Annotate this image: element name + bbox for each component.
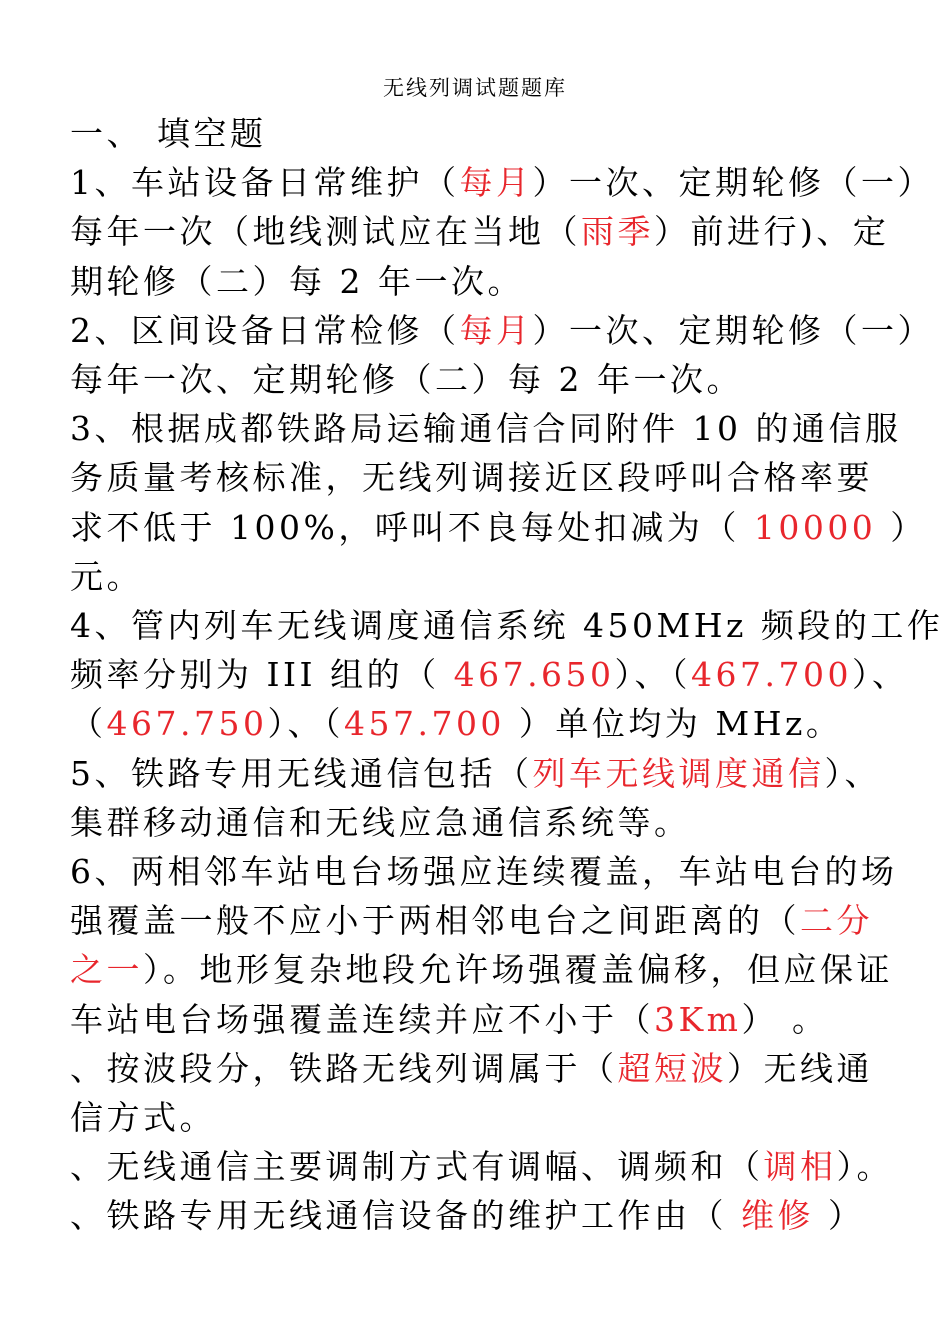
- line-text: ）。: [836, 1147, 893, 1187]
- answer-text: 维修: [741, 1196, 814, 1236]
- answer-text: 467.700: [691, 655, 853, 695]
- text-line: [70, 895, 873, 942]
- text-line: [70, 1190, 865, 1237]
- text-line: [70, 1092, 216, 1139]
- line-text: 每年一次（地线测试应在当地（: [70, 212, 581, 252]
- line-text: ）、（: [267, 704, 344, 744]
- answer-text: 10000: [753, 507, 877, 547]
- line-text: 每年一次、定期轮修（二）每 2 年一次。: [70, 360, 743, 399]
- line-text: ）前进行)、定: [654, 212, 890, 252]
- text-line: [70, 1141, 893, 1188]
- line-text: 、按波段分，铁路无线列调属于（: [70, 1048, 618, 1088]
- text-line: [70, 698, 842, 745]
- answer-text: 457.700: [343, 704, 505, 744]
- text-line: [70, 452, 873, 499]
- line-text: ）: [814, 1196, 865, 1236]
- text-line: [70, 551, 143, 598]
- line-text: ）一次、定期轮修（一）: [532, 163, 934, 203]
- text-line: [70, 846, 898, 893]
- line-text: 5、铁路专用无线通信包括（: [70, 753, 533, 793]
- answer-text: 467.750: [106, 704, 268, 744]
- text-line: [70, 157, 934, 204]
- line-text: 1、车站设备日常维护（: [70, 163, 460, 203]
- line-text: 2、区间设备日常检修（: [70, 310, 460, 350]
- text-line: [70, 206, 889, 253]
- line-text: 6、两相邻车站电台场强应连续覆盖，车站电台的场: [70, 852, 898, 891]
- line-text: 期轮修（二）每 2 年一次。: [70, 261, 524, 301]
- text-line: [70, 600, 943, 647]
- document-title: 无线列调试题题库: [383, 76, 567, 100]
- text-line: [70, 403, 901, 450]
- text-line: [70, 502, 927, 549]
- answer-text: 3Km: [654, 999, 742, 1039]
- line-text: 信方式。: [70, 1098, 216, 1137]
- text-line: [70, 354, 743, 401]
- line-text: 、无线通信主要调制方式有调幅、调频和（: [70, 1147, 764, 1187]
- text-line: [70, 649, 909, 696]
- answer-text: 467.650: [453, 655, 615, 695]
- answer-text: 每月: [459, 310, 533, 350]
- line-text: ）一次、定期轮修（一）: [532, 310, 934, 350]
- answer-text: 之一: [70, 950, 143, 990]
- line-text: ）单位均为 MHz。: [504, 704, 843, 744]
- answer-text: 雨季: [581, 212, 654, 252]
- line-text: 车站电台场强覆盖连续并应不小于（: [70, 999, 654, 1039]
- answer-text: 调相: [763, 1147, 837, 1187]
- line-text: ）、: [852, 655, 909, 695]
- line-text: ）。地形复杂地段允许场强覆盖偏移，但应保证: [143, 950, 893, 990]
- line-text: 集群移动通信和无线应急通信系统等。: [70, 802, 691, 842]
- section-heading: [70, 108, 267, 155]
- line-text: ）无线通: [727, 1048, 873, 1088]
- text-line: [70, 1043, 873, 1090]
- line-text: ） 。: [741, 999, 829, 1039]
- text-line: [70, 748, 881, 795]
- text-line: [70, 994, 828, 1041]
- line-text: ）、: [824, 753, 881, 793]
- line-text: ）: [876, 507, 927, 547]
- line-text: 频率分别为 III 组的（: [70, 655, 454, 695]
- line-text: 、铁路专用无线通信设备的维护工作由（: [70, 1196, 741, 1236]
- line-text: 元。: [70, 556, 143, 596]
- text-line: [70, 256, 524, 303]
- answer-text: 列车无线调度通信: [532, 753, 825, 793]
- text-line: [70, 305, 934, 352]
- line-text: 求不低于 100%，呼叫不良每处扣减为（: [70, 507, 754, 547]
- answer-text: 超短波: [617, 1048, 727, 1088]
- answer-text: 二分: [800, 901, 873, 941]
- line-text: 4、管内列车无线调度通信系统 450MHz 频段的工作: [70, 606, 944, 645]
- text-line: [70, 797, 691, 844]
- line-text: 3、根据成都铁路局运输通信合同附件 10 的通信服: [70, 409, 902, 449]
- line-text: ）、（: [614, 655, 692, 695]
- line-text: 一、 填空题: [70, 114, 267, 153]
- line-text: （: [70, 704, 107, 744]
- answer-text: 每月: [459, 163, 533, 203]
- line-text: 务质量考核标准，无线列调接近区段呼叫合格率要: [70, 458, 873, 498]
- line-text: 强覆盖一般不应小于两相邻电台之间距离的（: [70, 901, 800, 941]
- text-line: [70, 944, 893, 991]
